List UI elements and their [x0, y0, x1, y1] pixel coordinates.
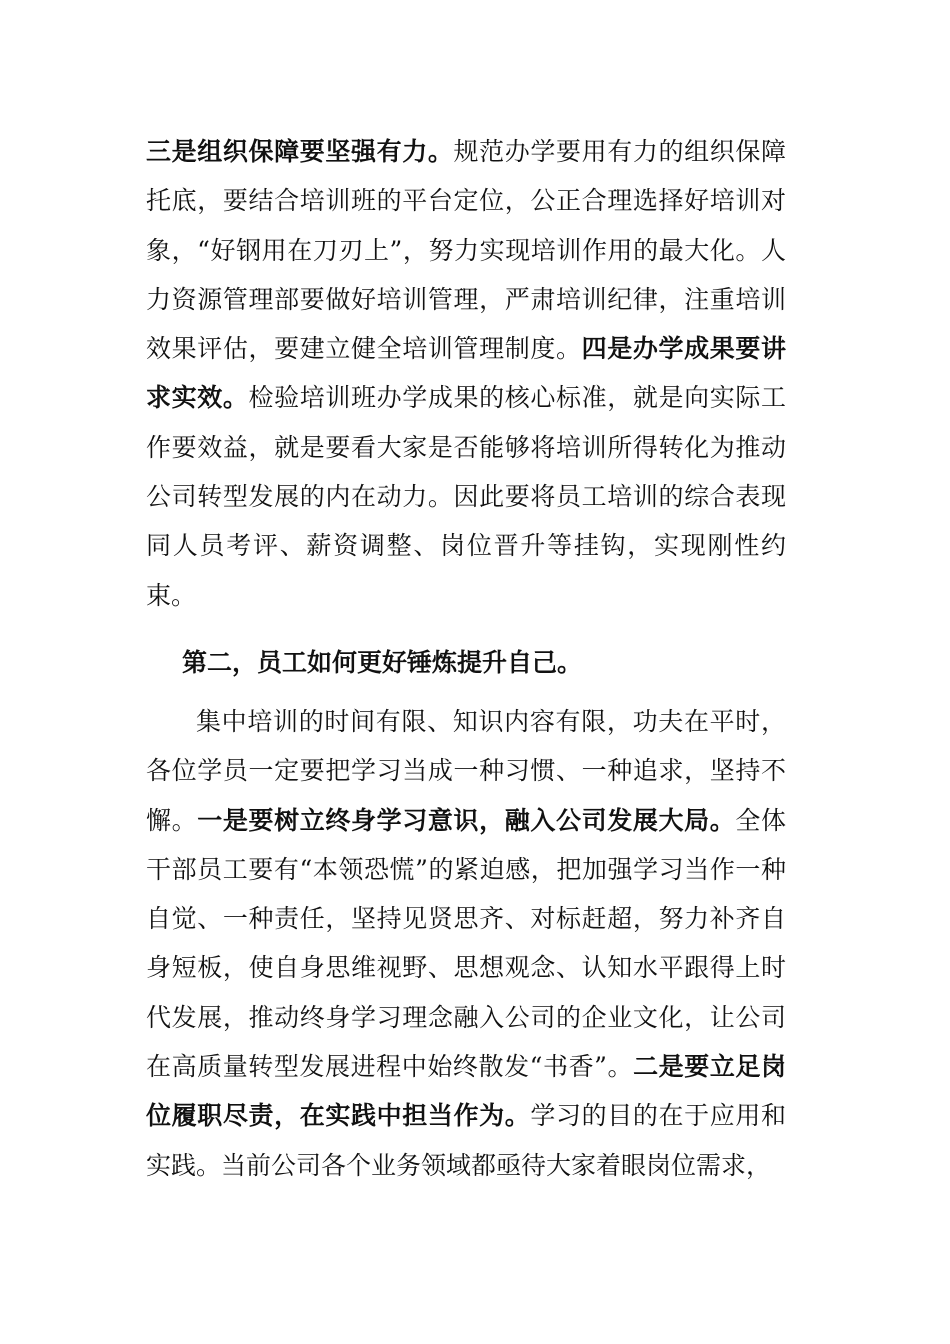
- paragraph-organization: [146, 127, 786, 620]
- point-three-heading: 三是组织保障要坚强有力。: [146, 137, 454, 166]
- point-four-text: 检验培训班办学成果的核心标准，就是向实际工作要效益，就是要看大家是否能够将培训所得转化为推动公司转型发展的内在动力。因此要将员工培训的综合表现同人员考评、薪资调整、岗位晋升等挂钩，实现刚性约束。: [146, 383, 786, 610]
- section-heading-block: [146, 638, 786, 687]
- section-heading: 第二，员工如何更好锤炼提升自己。: [182, 648, 583, 677]
- intro-text: 集中培训的时间有限、知识内容有限，功夫在平时，各位学员一定要把学习当成一种习惯、一种追求，坚持不懈。: [146, 707, 786, 835]
- point-two-heading: 二是要立足岗位履职尽责，在实践中担当作为。: [146, 1052, 786, 1131]
- body-text-bottom: [146, 697, 786, 1190]
- point-one-text: 全体干部员工要有“本领恐慌”的紧迫感，把加强学习当作一种自觉、一种责任，坚持见贤思齐、对标赶超，努力补齐自身短板，使自身思维视野、思想观念、认知水平跟得上时代发展，推动终身学习理念融入公司的企业文化，让公司在高质量转型发展进程中始终散发“书香”。: [146, 805, 786, 1082]
- paragraph-employees: [146, 697, 786, 1190]
- body-text-top: [146, 127, 786, 620]
- point-one-heading: 一是要树立终身学习意识，融入公司发展大局。: [197, 805, 736, 835]
- point-two-text: 学习的目的在于应用和实践。当前公司各个业务领域都亟待大家着眼岗位需求，: [146, 1101, 786, 1180]
- point-four-heading: 四是办学成果要讲求实效。: [146, 334, 786, 413]
- point-three-text: 规范办学要用有力的组织保障托底，要结合培训班的平台定位，公正合理选择好培训对象，“好钢用在刀刃上”，努力实现培训作用的最大化。人力资源管理部要做好培训管理，严肃培训纪律，注重培训效果评估，要建立健全培训管理制度。: [146, 137, 786, 364]
